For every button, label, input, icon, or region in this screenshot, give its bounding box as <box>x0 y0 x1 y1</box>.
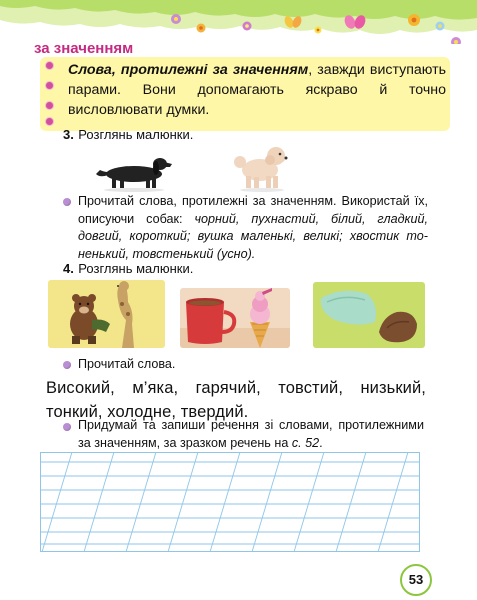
task-4-heading <box>63 260 193 278</box>
write-instruction-end: . <box>319 435 323 450</box>
rule-rest: , завжди виступають парами. Вони допомагають яскраво й точно висловлювати думки. <box>68 62 447 118</box>
task-3-text: Прочитай слова, протилежні за значенням. Використай їх, описуючи собак: <box>78 194 428 226</box>
section-title: за значенням <box>34 40 134 57</box>
rule-bold: Слова, протилежні за значенням <box>68 62 309 78</box>
task-3-heading <box>63 126 193 144</box>
flower-icon <box>171 14 181 24</box>
task-3-paragraph <box>78 193 428 263</box>
word-list: Високий, м’яка, гарячий, товстий, низький, тонкий, холодне, твердий. <box>46 379 426 421</box>
giraffe-bear-image <box>48 280 165 348</box>
bullet-dot-icon <box>46 118 53 125</box>
writing-slant-line <box>294 452 324 552</box>
writing-slant-line <box>252 452 282 552</box>
cup-icecream-image <box>180 288 290 348</box>
top-decoration <box>0 0 477 44</box>
bullet-dot-icon <box>63 361 71 369</box>
writing-frame <box>41 453 420 552</box>
task-3-word-list: чорний, пухнастий, білий, гладкий, довгий, короткий; вушка маленькі, великі; хвостик тоненький, товстенький (усно). <box>78 211 428 261</box>
writing-lines-area[interactable] <box>40 452 420 552</box>
flower-icon <box>315 27 322 34</box>
bullet-dot-icon <box>46 102 53 109</box>
write-instruction-text: Придумай та запиши речення зі словами, протилежними за значенням, за зразком речень на <box>78 418 424 450</box>
flower-icon <box>436 22 445 31</box>
task-instruction: Розглянь малюнки. <box>78 127 194 142</box>
flower-icon <box>243 22 252 31</box>
writing-slant-line <box>84 452 114 552</box>
bullet-dot-icon <box>63 423 71 431</box>
writing-slant-line <box>378 452 408 552</box>
task-instruction: Розглянь малюнки. <box>78 261 194 276</box>
rule-bullets <box>46 60 60 124</box>
page-reference: с. 52 <box>291 435 320 450</box>
writing-lines <box>40 452 420 552</box>
bullet-dot-icon <box>46 62 53 69</box>
bullet-dot-icon <box>63 198 71 206</box>
black-dachshund-image <box>94 148 172 192</box>
task-4-write-instruction <box>78 417 424 452</box>
rule-text <box>68 60 446 120</box>
flower-icon <box>408 14 420 26</box>
writing-slant-line <box>126 452 156 552</box>
task-number: 4. <box>63 261 74 276</box>
flower-icon <box>197 24 206 33</box>
bullet-dot-icon <box>46 82 53 89</box>
writing-slant-line <box>210 452 240 552</box>
writing-slant-line <box>168 452 198 552</box>
task-4-read-instruction: Прочитай слова. <box>78 357 176 371</box>
writing-slant-line <box>336 452 366 552</box>
page-number: 53 <box>400 564 432 596</box>
task-number: 3. <box>63 127 74 142</box>
pillow-stone-image <box>313 282 425 348</box>
writing-slant-line <box>42 452 72 552</box>
fluffy-poodle-image <box>232 140 290 192</box>
